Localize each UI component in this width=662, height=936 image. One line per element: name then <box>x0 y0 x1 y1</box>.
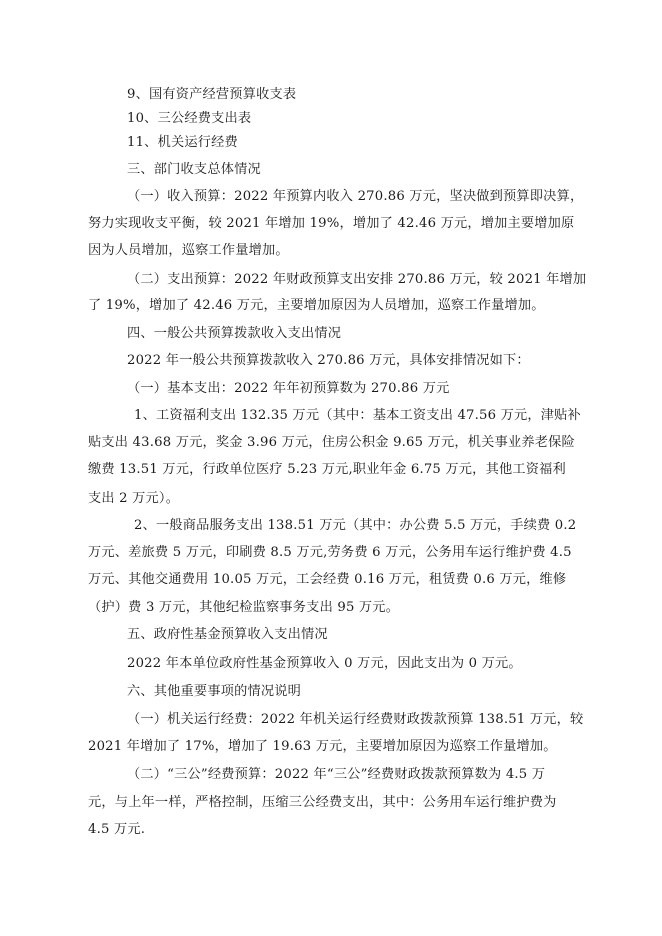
paragraph-line: （二）支出预算：2022 年财政预算支出安排 270.86 万元，较 2021 年增加 <box>127 272 587 287</box>
paragraph-line: 2、一般商品服务支出 138.51 万元（其中：办公费 5.5 万元，手续费 0.2 <box>134 518 577 533</box>
paragraph-line: 2022 年本单位政府性基金预算收入 0 万元，因此支出为 0 万元。 <box>127 656 522 671</box>
paragraph-line: 努力实现收支平衡，较 2021 年增加 19%，增加了 42.46 万元，增加主要增加原 <box>88 216 575 231</box>
paragraph-line: 2021 年增加了 17%，增加了 19.63 万元，主要增加原因为巡察工作量增加。 <box>88 739 557 754</box>
subsection-heading: （一）基本支出：2022 年年初预算数为 270.86 万元 <box>127 381 450 396</box>
paragraph-line: 4.5 万元. <box>88 822 146 837</box>
paragraph-line: 1、工资福利支出 132.35 万元（其中：基本工资支出 47.56 万元，津贴补 <box>134 408 581 423</box>
paragraph-line: 支出 2 万元）。 <box>88 491 180 506</box>
section-heading-4: 四、一般公共预算拨款收入支出情况 <box>127 326 342 341</box>
list-item-11: 11、机关运行经费 <box>127 135 238 150</box>
paragraph-line: （一）收入预算：2022 年预算内收入 270.86 万元，坚决做到预算即决算， <box>127 189 584 204</box>
paragraph-line: 了 19%，增加了 42.46 万元，主要增加原因为人员增加，巡察工作量增加。 <box>88 298 545 313</box>
paragraph-line: 2022 年一般公共预算拨款收入 270.86 万元，具体安排情况如下： <box>127 353 530 368</box>
paragraph-line: 万元、差旅费 5 万元，印刷费 8.5 万元,劳务费 6 万元，公务用车运行维护费 4.5 <box>88 545 572 560</box>
paragraph-line: （二）“三公”经费预算：2022 年“三公”经费财政拨款预算数为 4.5 万 <box>127 767 546 782</box>
paragraph-line: 元，与上年一样，严格控制，压缩三公经费支出，其中：公务用车运行维护费为 <box>88 795 557 810</box>
list-item-9: 9、国有资产经营预算收支表 <box>127 87 297 102</box>
list-item-10: 10、三公经费支出表 <box>127 111 252 126</box>
paragraph-line: （一）机关运行经费：2022 年机关运行经费财政拨款预算 138.51 万元，较 <box>127 712 584 727</box>
paragraph-line: 贴支出 43.68 万元，奖金 3.96 万元，住房公积金 9.65 万元，机关事业养老保险 <box>88 435 575 450</box>
paragraph-line: 缴费 13.51 万元，行政单位医疗 5.23 万元,职业年金 6.75 万元，其他工资福利 <box>88 462 566 477</box>
paragraph-line: （护）费 3 万元，其他纪检监察事务支出 95 万元。 <box>88 600 400 615</box>
paragraph-line: 因为人员增加，巡察工作量增加。 <box>88 243 289 258</box>
section-heading-5: 五、政府性基金预算收入支出情况 <box>127 627 328 642</box>
section-heading-3: 三、部门收支总体情况 <box>127 162 261 177</box>
section-heading-6: 六、其他重要事项的情况说明 <box>127 684 302 699</box>
paragraph-line: 万元、其他交通费用 10.05 万元，工会经费 0.16 万元，租赁费 0.6 万元，维修 <box>88 572 567 587</box>
